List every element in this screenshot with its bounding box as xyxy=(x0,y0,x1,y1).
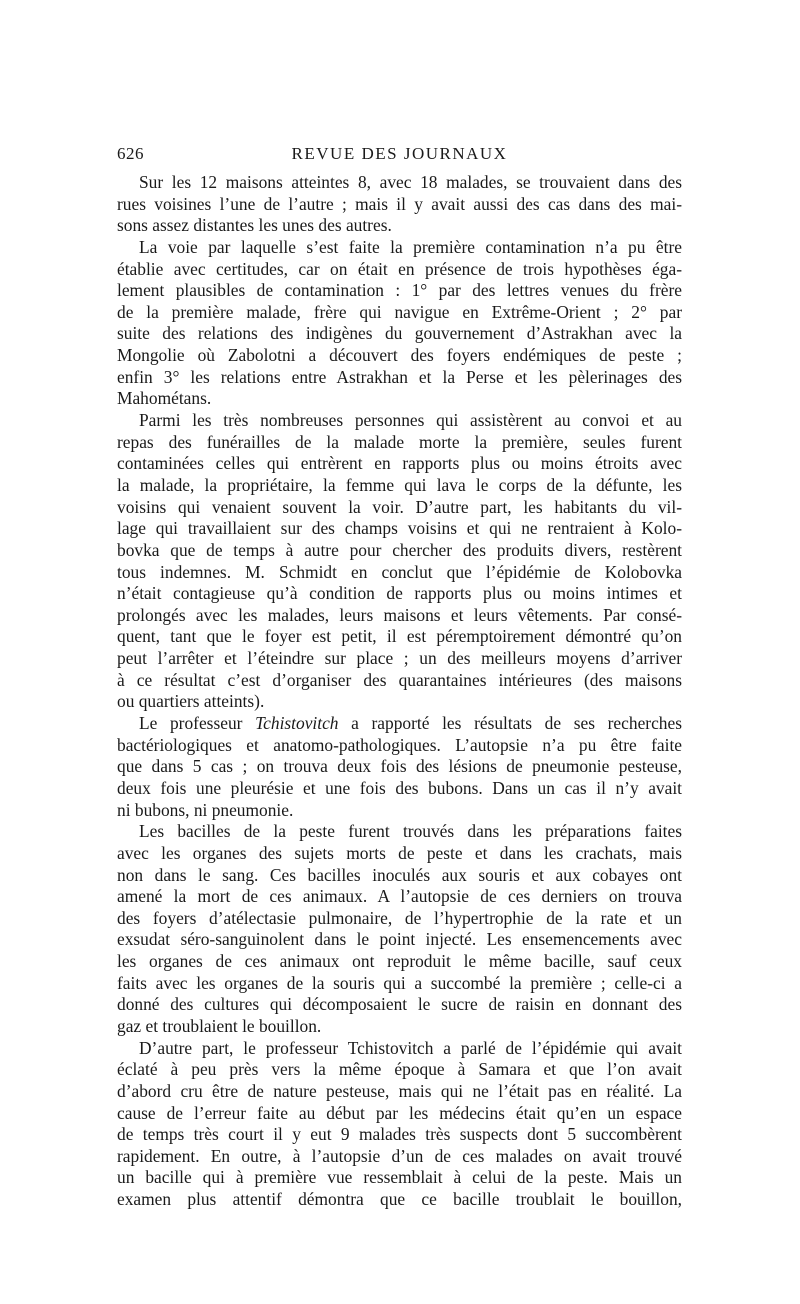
text-line: cause de l’erreur faite au début par les médecins était qu’en un espace xyxy=(117,1102,682,1123)
author-name: Tchistovitch xyxy=(255,713,339,734)
text-line: donné des cultures qui décomposaient le sucre de raisin en donnant des xyxy=(117,994,682,1015)
text-line: faits avec les organes de la souris qui a succombé la première ; celle-ci a xyxy=(117,972,682,993)
text-line: deux fois une pleurésie et une fois des bubons. Dans un cas il n’y avait xyxy=(117,777,682,798)
text-line: ou quartiers atteints). xyxy=(117,691,265,712)
page-header xyxy=(117,144,682,174)
text-line: D’autre part, le professeur Tchistovitch a parlé de l’épidémie qui avait xyxy=(139,1037,682,1058)
text-line: des foyers d’atélectasie pulmonaire, de l’hypertrophie de la rate et un xyxy=(117,907,682,928)
text-line: Mahométans. xyxy=(117,388,212,409)
text-line: voisins qui venaient souvent la voir. D’autre part, les habitants du vil- xyxy=(117,496,682,517)
text-line: rues voisines l’une de l’autre ; mais il y avait aussi des cas dans des mai- xyxy=(117,193,682,214)
text-line: contaminées celles qui entrèrent en rapports plus ou moins étroits avec xyxy=(117,453,682,474)
text-line: gaz et troublaient le bouillon. xyxy=(117,1015,322,1036)
text-line: lement plausibles de contamination : 1° par des lettres venues du frère xyxy=(117,280,682,301)
page-number: 626 xyxy=(117,144,144,163)
paragraph xyxy=(117,410,682,713)
text-line: repas des funérailles de la malade morte la première, seules furent xyxy=(117,431,682,452)
text-line: sons assez distantes les unes des autres. xyxy=(117,215,392,236)
text-line: ni bubons, ni pneumonie. xyxy=(117,799,294,820)
text-line: prolongés avec les malades, leurs maisons et leurs vêtements. Par consé- xyxy=(117,604,682,625)
text-line: rapidement. En outre, à l’autopsie d’un de ces malades on avait trouvé xyxy=(117,1145,682,1166)
paragraph xyxy=(117,1038,682,1211)
paragraph xyxy=(117,713,682,821)
text-line: éclaté à peu près vers la même époque à Samara et que l’on avait xyxy=(117,1059,682,1080)
text-line: la malade, la propriétaire, la femme qui lava le corps de la défunte, les xyxy=(117,474,682,495)
text-line: Parmi les très nombreuses personnes qui assistèrent au convoi et au xyxy=(139,410,682,431)
text-line: bactériologiques et anatomo-pathologiques. L’autopsie n’a pu être faite xyxy=(117,734,682,755)
paragraph xyxy=(117,172,682,237)
text-run: Le professeur xyxy=(139,713,256,734)
text-line: enfin 3° les relations entre Astrakhan et la Perse et les pèlerinages des xyxy=(117,366,682,387)
text-line: tous indemnes. M. Schmidt en conclut que l’épidémie de Kolobovka xyxy=(117,561,682,582)
running-title: REVUE DES JOURNAUX xyxy=(291,144,508,163)
text-line xyxy=(117,713,682,735)
text-line: Mongolie où Zabolotni a découvert des foyers endémiques de peste ; xyxy=(117,345,682,366)
text-line: examen plus attentif démontra que ce bacille troublait le bouillon, xyxy=(117,1189,682,1210)
text-line: de la première malade, frère qui navigue en Extrême-Orient ; 2° par xyxy=(117,301,682,322)
text-line: établie avec certitudes, car on était en présence de trois hypothèses éga- xyxy=(117,258,682,279)
text-line: suite des relations des indigènes du gouvernement d’Astrakhan avec la xyxy=(117,323,682,344)
text-line: à ce résultat c’est d’organiser des quarantaines intérieures (des maisons xyxy=(117,669,682,690)
text-line: avec les organes des sujets morts de peste et dans les crachats, mais xyxy=(117,842,682,863)
text-line: La voie par laquelle s’est faite la première contamination n’a pu être xyxy=(139,236,682,257)
text-line: un bacille qui à première vue ressemblait à celui de la peste. Mais un xyxy=(117,1167,682,1188)
text-line: Sur les 12 maisons atteintes 8, avec 18 malades, se trouvaient dans des xyxy=(139,172,682,192)
text-line: exsudat séro-sanguinolent dans le point injecté. Les ensemencements avec xyxy=(117,929,682,950)
text-line: amené la mort de ces animaux. A l’autopsie de ces derniers on trouva xyxy=(117,886,682,907)
text-line: Les bacilles de la peste furent trouvés dans les préparations faites xyxy=(139,821,682,842)
text-line: que dans 5 cas ; on trouva deux fois des lésions de pneumonie pesteuse, xyxy=(117,756,682,777)
text-line: n’était contagieuse qu’à condition de rapports plus ou moins intimes et xyxy=(117,583,682,604)
text-line: bovka que de temps à autre pour chercher des produits divers, restèrent xyxy=(117,539,682,560)
text-run: a rapporté les résultats de ses recherches xyxy=(338,713,682,734)
text-line: lage qui travaillaient sur des champs voisins et qui ne rentraient à Kolo- xyxy=(117,518,682,539)
text-line: d’abord cru être de nature pesteuse, mais qui ne l’était pas en réalité. La xyxy=(117,1080,682,1101)
text-line: de temps très court il y eut 9 malades très suspects dont 5 succombèrent xyxy=(117,1124,682,1145)
body-text xyxy=(117,172,682,1211)
paragraph xyxy=(117,821,682,1037)
text-line: peut l’arrêter et l’éteindre sur place ; un des meilleurs moyens d’arriver xyxy=(117,648,682,669)
paragraph xyxy=(117,237,682,410)
text-line: non dans le sang. Ces bacilles inoculés aux souris et aux cobayes ont xyxy=(117,864,682,885)
text-line: les organes de ces animaux ont reproduit le même bacille, sauf ceux xyxy=(117,951,682,972)
text-line: quent, tant que le foyer est petit, il est péremptoirement démontré qu’on xyxy=(117,626,682,647)
